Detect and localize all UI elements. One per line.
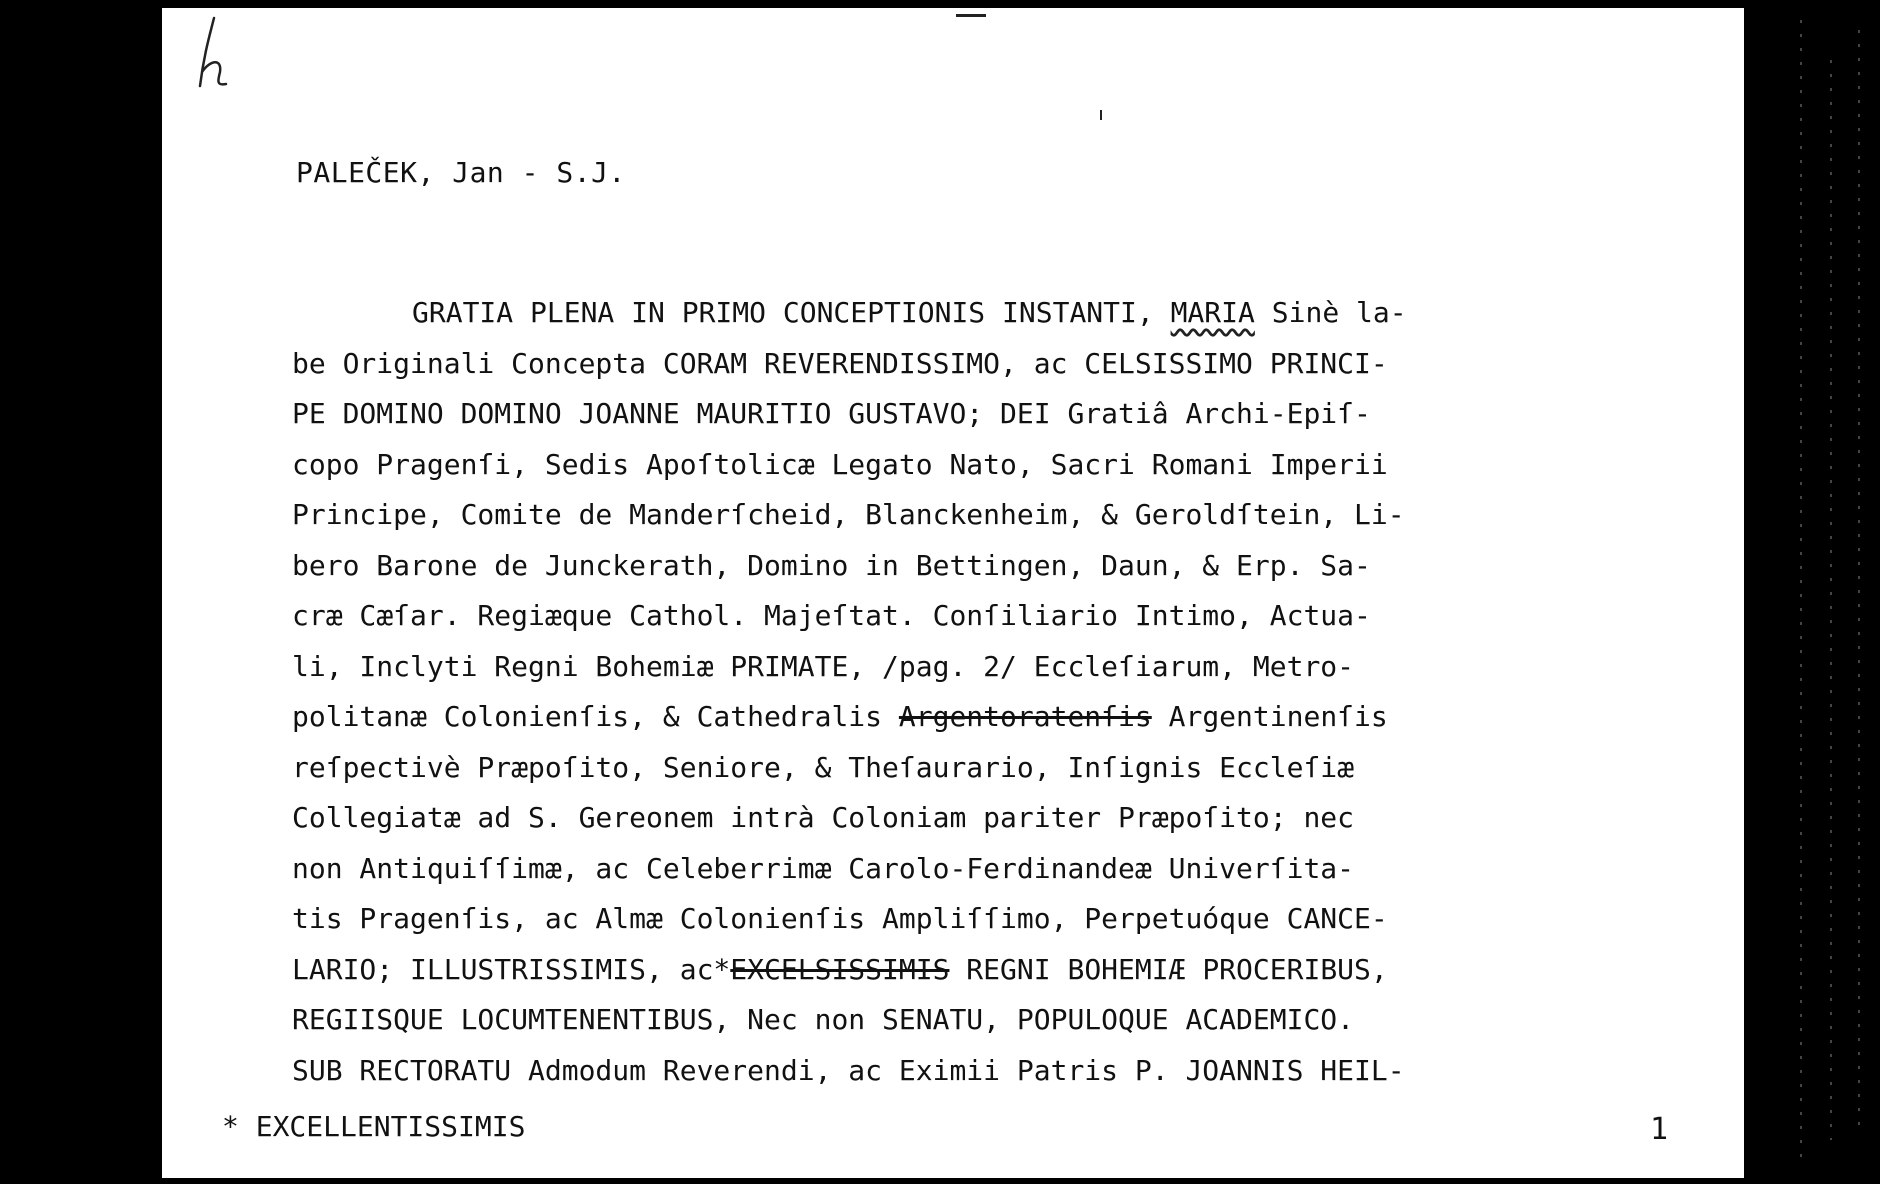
text-line	[292, 288, 1622, 339]
text-line: PE DOMINO DOMINO JOANNE MAURITIO GUSTAVO; DEI Gratiâ Archi-Epiſ-	[292, 397, 1371, 430]
text-segment: Sinè la-	[1254, 296, 1407, 329]
text-segment: GRATIA PLENA IN PRIMO CONCEPTIONIS INSTANTI,	[412, 296, 1171, 329]
text-line: SUB RECTORATU Admodum Reverendi, ac Eximii Patris P. JOANNIS HEIL-	[292, 1053, 1405, 1087]
scan-speck	[956, 14, 986, 17]
text-line: Collegiatæ ad S. Gereonem intrà Coloniam pariter Præpoſito; nec	[292, 801, 1355, 834]
underlined-word: MARIA	[1170, 296, 1255, 329]
text-line: non Antiquiſſimæ, ac Celeberrimæ Carolo-Ferdinandeæ Univerſita-	[292, 851, 1355, 885]
text-line: REGIISQUE LOCUMTENENTIBUS, Nec non SENATU, POPULOQUE ACADEMICO.	[292, 1003, 1355, 1036]
scan-noise	[1858, 30, 1860, 1130]
struck-out-word: Argentoratenſis	[898, 700, 1152, 733]
text-line: bero Barone de Junckerath, Domino in Bettingen, Daun, & Erp. Sa-	[292, 548, 1371, 582]
text-segment: LARIO; ILLUSTRISSIMIS, ac*	[292, 952, 731, 986]
page-number: 1	[1650, 1112, 1669, 1147]
text-line: tis Pragenſis, ac Almæ Colonienſis Ampliſſimo, Perpetuóque CANCE-	[292, 902, 1388, 935]
struck-out-word: EXCELSISSIMIS	[730, 952, 950, 986]
text-line: copo Pragenſi, Sedis Apoſtolicæ Legato Nato, Sacri Romani Imperii	[292, 447, 1388, 481]
text-line: li, Inclyti Regni Bohemiæ PRIMATE, /pag. 2/ Eccleſiarum, Metro-	[292, 649, 1355, 683]
text-line	[292, 945, 1622, 996]
text-segment: politanæ Colonienſis, & Cathedralis	[292, 700, 899, 733]
text-line	[292, 692, 1622, 743]
handwritten-mark	[192, 14, 240, 94]
text-line: cræ Cæſar. Regiæque Cathol. Majeſtat. Conſiliario Intimo, Actua-	[292, 599, 1371, 632]
text-segment: Argentinenſis	[1151, 700, 1388, 733]
scan-speck	[1100, 110, 1102, 120]
footnote: * EXCELLENTISSIMIS	[222, 1110, 526, 1143]
scan-noise	[1800, 20, 1802, 1160]
scan-noise	[1830, 60, 1832, 1140]
text-line: reſpectivè Præpoſito, Seniore, & Theſaurario, Inſignis Eccleſiæ	[292, 750, 1355, 784]
text-segment: REGNI BOHEMIÆ PROCERIBUS,	[949, 952, 1388, 986]
document-heading: PALEČEK, Jan - S.J.	[296, 156, 626, 189]
text-line: Principe, Comite de Manderſcheid, Blanckenheim, & Geroldſtein, Li-	[292, 498, 1405, 531]
text-line: be Originali Concepta CORAM REVERENDISSIMO, ac CELSISSIMO PRINCI-	[292, 346, 1388, 380]
document-body	[292, 288, 1622, 1096]
